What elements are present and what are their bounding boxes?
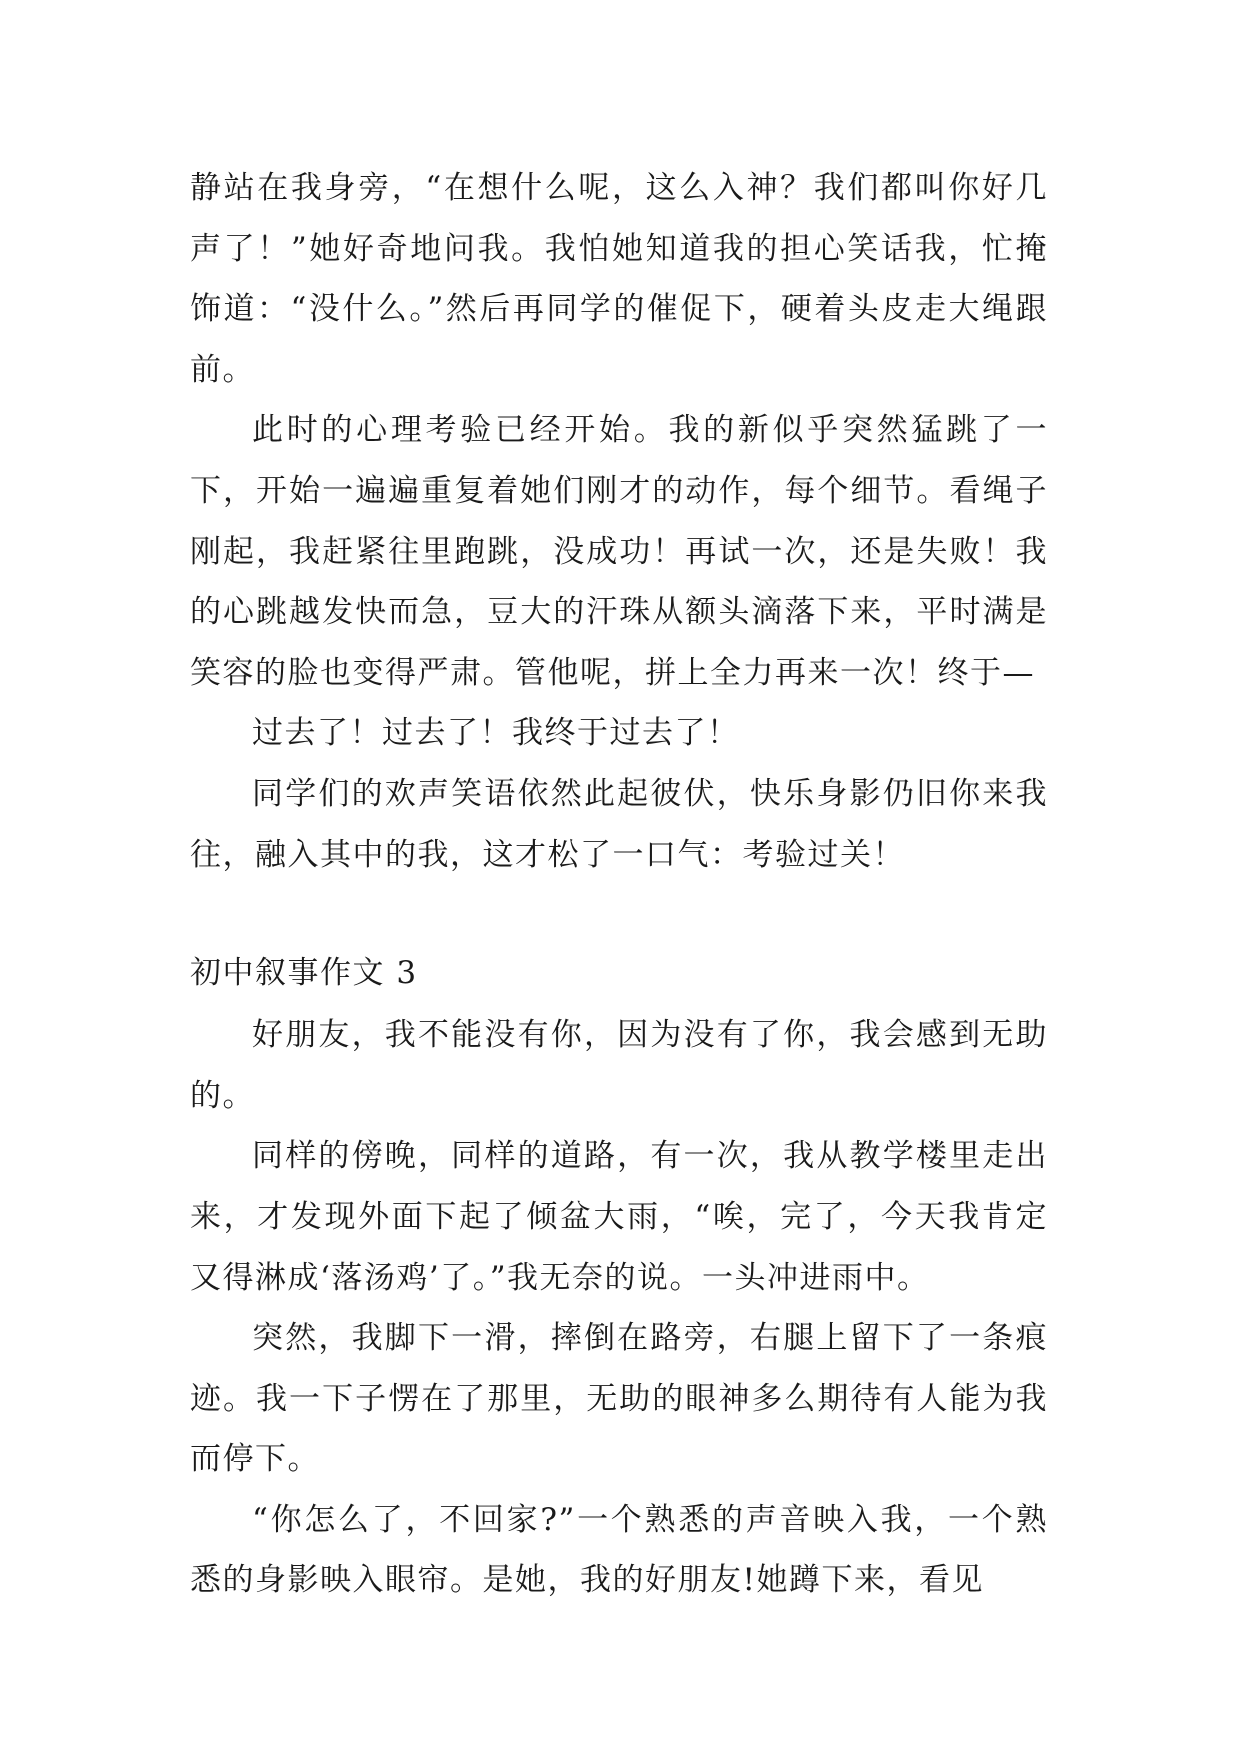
paragraph: 此时的心理考验已经开始。我的新似乎突然猛跳了一下，开始一遍遍重复着她们刚才的动作，每个细节。看绳子刚起，我赶紧往里跑跳，没成功！再试一次，还是失败！我的心跳越发快而急，豆大的汗珠从额头滴落下来，平时满是笑容的脸也变得严肃。管他呢，拼上全力再来一次！终于— — [190, 412, 1048, 691]
paragraph: 同样的傍晚，同样的道路，有一次，我从教学楼里走出来，才发现外面下起了倾盆大雨，“唉，完了，今天我肯定又得淋成‘落汤鸡’了。”我无奈的说。一头冲进雨中。 — [190, 1138, 1048, 1296]
section-title: 初中叙事作文 3 — [190, 955, 418, 992]
paragraph: 同学们的欢声笑语依然此起彼伏，快乐身影仍旧你来我往，融入其中的我，这才松了一口气：考验过关！ — [190, 775, 1048, 873]
article-body — [190, 158, 1048, 1611]
paragraph: 好朋友，我不能没有你，因为没有了你，我会感到无助的。 — [190, 1017, 1048, 1114]
paragraph: “你怎么了，不回家?”一个熟悉的声音映入我，一个熟悉的身影映入眼帘。是她，我的好朋友!她蹲下来，看见 — [190, 1501, 1048, 1599]
paragraph: 突然，我脚下一滑，摔倒在路旁，右腿上留下了一条痕迹。我一下子愣在了那里，无助的眼神多么期待有人能为我而停下。 — [190, 1320, 1048, 1478]
paragraph-continued: 静站在我身旁，“在想什么呢，这么入神？我们都叫你好几声了！”她好奇地问我。我怕她知道我的担心笑话我，忙掩饰道：“没什么。”然后再同学的催促下，硬着头皮走大绳跟前。 — [190, 170, 1048, 388]
paragraph: 过去了！过去了！我终于过去了！ — [252, 715, 740, 752]
